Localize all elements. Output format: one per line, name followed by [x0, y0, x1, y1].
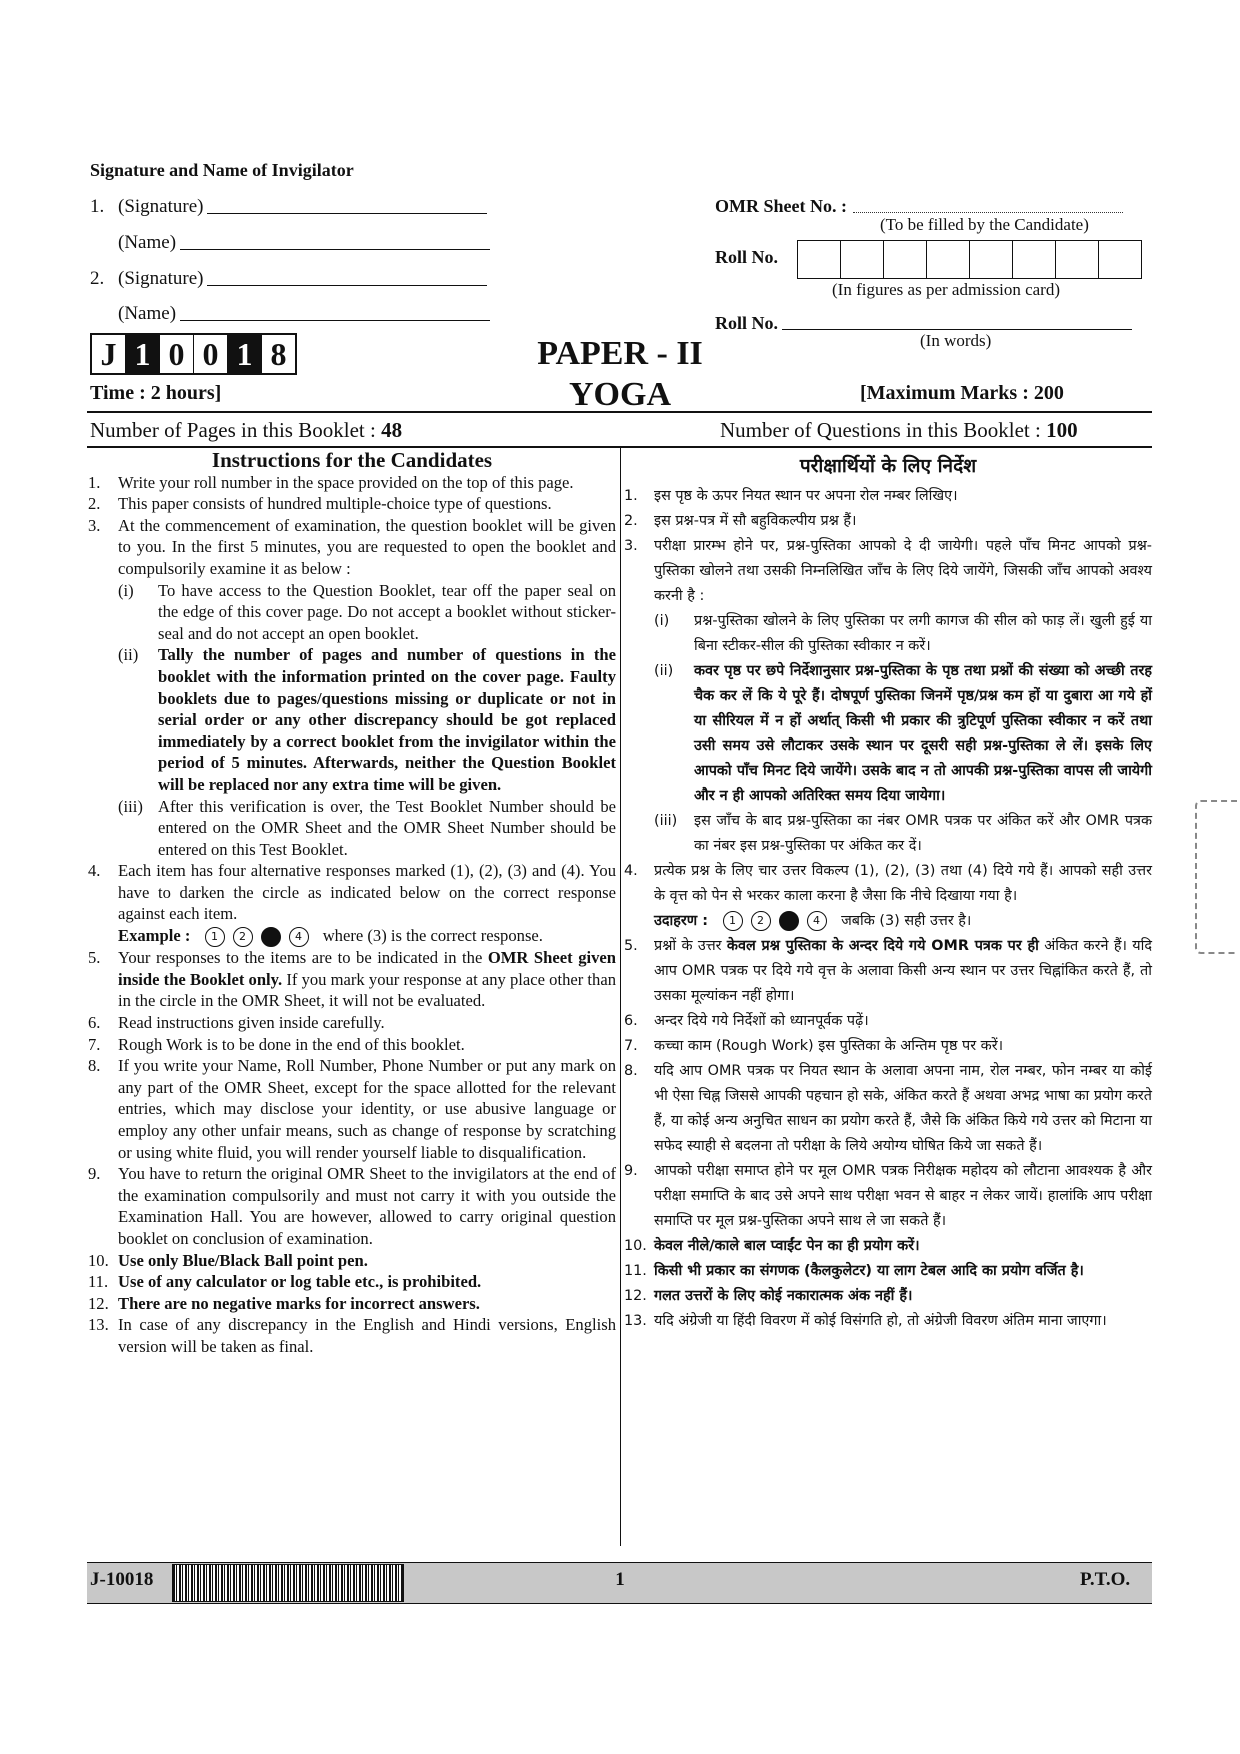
roll-digit-box[interactable] — [970, 241, 1013, 278]
questions-value: 100 — [1046, 418, 1078, 442]
list-sub-item: (i) प्रश्न-पुस्तिका खोलने के लिए पुस्तिका पर लगी कागज की सील को फाड़ लें। खुली हुई या बिना स्टीकर-सील की पुस्तिका स्वीकार न करें। — [654, 613, 1152, 654]
list-item: 4. प्रत्येक प्रश्न के लिए चार उत्तर विकल्प (1), (2), (3) तथा (4) दिये गये हैं। आपको सही उत्तर के वृत्त को पेन से भरकर काला करना है जैसा कि नीचे दिखाया गया है। — [624, 863, 1152, 904]
signature-label: (Signature) — [118, 196, 204, 217]
roll-digit-box[interactable] — [841, 241, 884, 278]
list-item: 10. केवल नीले/काले बाल प्वाईंट पेन का ही प्रयोग करें। — [624, 1238, 920, 1254]
option-circle-icon: 2 — [751, 911, 771, 931]
roll-digit-box[interactable] — [1056, 241, 1099, 278]
pages-value: 48 — [381, 418, 403, 442]
roll-number-label: Roll No. — [715, 247, 778, 267]
roll-digit-box[interactable] — [798, 241, 841, 278]
roll-figures-note: (In figures as per admission card) — [832, 280, 1061, 299]
roll-digit-box[interactable] — [884, 241, 927, 278]
barcode-icon — [172, 1564, 404, 1602]
invigilator-2-name-row — [90, 303, 490, 325]
code-digit: 1 — [126, 335, 160, 373]
time-label: Time : 2 hours] — [90, 382, 222, 404]
pages-info — [90, 418, 402, 443]
list-item: 5. प्रश्नों के उत्तर केवल प्रश्न पुस्तिका के अन्दर दिये गये OMR पत्रक पर ही अंकित करने हैं। यदि आप OMR पत्रक पर दिये गये वृत्त के अलावा किसी अन्य स्थान पर उत्तर चिह्नांकित करते हैं, तो उसका मूल्यांकन नहीं होगा। — [624, 938, 1152, 1004]
roll-words-label: Roll No. — [715, 313, 778, 333]
invigilator-title: Signature and Name of Invigilator — [90, 160, 354, 180]
name-line[interactable] — [180, 320, 490, 321]
example-tail: जबकि (3) सही उत्तर है। — [841, 913, 972, 929]
invigilator-2-signature-row — [90, 268, 487, 290]
list-item: 3. At the commencement of examination, the question booklet will be given to you. In the first 5 minutes, you are requested to open the booklet and compulsorily examine it as below : — [88, 515, 616, 578]
subject-title: YOGA — [569, 376, 671, 413]
list-item: 7. Rough Work is to be done in the end of this booklet. — [88, 1034, 465, 1054]
roll-digit-box[interactable] — [1099, 241, 1141, 278]
list-sub-item: (iii) इस जाँच के बाद प्रश्न-पुस्तिका का नंबर OMR पत्रक पर अंकित करें और OMR पत्रक का नंबर इस प्रश्न-पुस्तिका पर अंकित कर दें। — [654, 813, 1152, 854]
option-circle-icon: 1 — [205, 927, 225, 947]
roll-words-line[interactable] — [782, 329, 1132, 330]
list-item: 1. इस पृष्ठ के ऊपर नियत स्थान पर अपना रोल नम्बर लिखिए। — [624, 488, 958, 504]
divider — [87, 411, 1152, 413]
list-item: 4. Each item has four alternative responses marked (1), (2), (3) and (4). You have to darken the circle as indicated below on the correct response against each item. — [88, 861, 616, 924]
row-number: 1. — [90, 196, 105, 217]
example-row — [624, 909, 1152, 934]
option-circle-icon: 1 — [723, 911, 743, 931]
list-item: 8. If you write your Name, Roll Number, Phone Number or put any mark on any part of the OMR Sheet, except for the space allotted for the relevant entries, which may disclose your identity, or use abusive language or employ any other unfair means, such as change of response by scratching or using white fluid, you will render yourself liable to disqualification. — [88, 1056, 616, 1162]
option-circle-icon: 2 — [233, 927, 253, 947]
roll-words-note: (In words) — [920, 331, 992, 350]
list-item: 12. There are no negative marks for incorrect answers. — [88, 1293, 480, 1313]
list-item: 11. Use of any calculator or log table etc., is prohibited. — [88, 1272, 482, 1292]
list-sub-item: (ii) कवर पृष्ठ पर छपे निर्देशानुसार प्रश्न-पुस्तिका के पृष्ठ तथा प्रश्नों की संख्या को अच्छी तरह चैक कर लें कि ये पूरे हैं। दोषपूर्ण पुस्तिका जिनमें पृष्ठ/प्रश्न कम हों या दुबारा आ गये हों या सीरियल में न हों अर्थात् किसी भी प्रकार की त्रुटिपूर्ण पुस्तिका स्वीकार न करें तथा उसी समय उसे लौटाकर उसके स्थान पर दूसरी सही प्रश्न-पुस्तिका ले लें। इसके लिए आपको पाँच मिनट दिये जायेंगे। उसके बाद न तो आपकी प्रश्न-पुस्तिका वापस ली जायेगी और न ही आपको अतिरिक्त समय दिया जायेगा। — [654, 663, 1152, 804]
hindi-heading: परीक्षार्थियों के लिए निर्देश — [799, 455, 977, 477]
list-item: 8. यदि आप OMR पत्रक पर नियत स्थान के अलावा अपना नाम, रोल नम्बर, फोन नम्बर या कोई भी ऐसा चिह्न जिससे आपकी पहचान हो सके, अंकित करते हैं अथवा अभद्र भाषा का प्रयोग करते हैं, या कोई अन्य अनुचित साधन का प्रयोग करते हैं, जैसे कि अंकित किये गये उत्तर को मिटाना या सफेद स्याही से बदलना तो परीक्षा के लिये अयोग्य घोषित किये जा सकते हैं। — [624, 1063, 1152, 1154]
list-item: 11. किसी भी प्रकार का संगणक (कैलकुलेटर) या लाग टेबल आदि का प्रयोग वर्जित है। — [624, 1263, 1084, 1279]
footer-paper-code: J-10018 — [90, 1569, 154, 1590]
code-digit: 8 — [270, 336, 287, 372]
example-tail: where (3) is the correct response. — [322, 926, 543, 946]
hindi-instructions — [624, 452, 1152, 1334]
paper-code-box — [90, 333, 297, 375]
name-label: (Name) — [118, 303, 177, 324]
roll-digit-box[interactable] — [1013, 241, 1056, 278]
code-digit: 0 — [160, 335, 194, 373]
list-item: 9. You have to return the original OMR Sheet to the invigilators at the end of the examination compulsorily and must not carry it with you outside the Examination Hall. You are however, allowed to carry original question booklet on conclusion of examination. — [88, 1164, 616, 1248]
example-row — [88, 925, 616, 947]
omr-sheet-row — [715, 196, 1123, 217]
signature-line[interactable] — [207, 213, 487, 214]
paper-title: PAPER - II — [537, 335, 703, 372]
pto-label: P.T.O. — [1080, 1569, 1131, 1590]
list-item: 2. This paper consists of hundred multiple-choice type of questions. — [88, 494, 552, 514]
omr-sheet-field[interactable] — [853, 212, 1123, 213]
list-item: 10. Use only Blue/Black Ball point pen. — [88, 1250, 368, 1270]
omr-note: (To be filled by the Candidate) — [880, 215, 1089, 234]
list-item: 13. In case of any discrepancy in the English and Hindi versions, English version will be taken as final. — [88, 1315, 616, 1356]
signature-line[interactable] — [207, 285, 487, 286]
page-number: 1 — [615, 1569, 625, 1590]
option-circle-icon: 4 — [289, 927, 309, 947]
questions-info — [720, 418, 1078, 443]
column-divider — [620, 446, 621, 1546]
cut-mark — [1195, 800, 1237, 954]
code-digit: 1 — [228, 335, 262, 373]
list-sub-item: (i) To have access to the Question Booklet, tear off the paper seal on the edge of this cover page. Do not accept a booklet without sticker-seal and do not accept an open booklet. — [118, 580, 616, 643]
list-item: 9. आपको परीक्षा समाप्त होने पर मूल OMR पत्रक निरीक्षक महोदय को लौटाना आवश्यक है और परीक्षा समाप्ति के बाद उसे अपने साथ परीक्षा भवन से बाहर न लेकर जायें। हालांकि आप परीक्षा समाप्ति पर मूल प्रश्न-पुस्तिका अपने साथ ले जा सकते हैं। — [624, 1163, 1152, 1229]
list-sub-item: (iii) After this verification is over, the Test Booklet Number should be entered on the OMR Sheet and the OMR Sheet Number should be entered on this Test Booklet. — [118, 796, 616, 859]
name-label: (Name) — [118, 232, 177, 253]
questions-label: Number of Questions in this Booklet : — [720, 418, 1047, 442]
list-item: 12. गलत उत्तरों के लिए कोई नकारात्मक अंक नहीं हैं। — [624, 1288, 913, 1304]
max-marks-label: [Maximum Marks : 200 — [860, 382, 1064, 404]
option-circle-icon: 4 — [807, 911, 827, 931]
name-line[interactable] — [180, 249, 490, 250]
list-item: 6. अन्दर दिये गये निर्देशों को ध्यानपूर्वक पढ़ें। — [624, 1013, 869, 1029]
list-sub-item: (ii) Tally the number of pages and number of questions in the booklet with the information printed on the cover page. Faulty booklets due to pages/questions missing or duplicate or not in serial order or any other discrepancy should be got replaced immediately by a correct booklet from the invigilator within the period of 5 minutes. Afterwards, neither the Question Booklet will be replaced nor any extra time will be given. — [118, 645, 616, 794]
code-digit: 0 — [194, 335, 228, 373]
roll-number-boxes[interactable] — [797, 240, 1142, 279]
example-circles — [205, 927, 309, 947]
pages-label: Number of Pages in this Booklet : — [90, 418, 382, 442]
signature-label: (Signature) — [118, 268, 204, 289]
omr-sheet-label: OMR Sheet No. : — [715, 196, 847, 216]
list-item: 5. Your responses to the items are to be indicated in the OMR Sheet given inside the Booklet only. If you mark your response at any place other than in the circle in the OMR Sheet, it will not be evaluated. — [88, 948, 616, 1011]
filled-circle-icon — [261, 927, 281, 947]
list-item: 7. कच्चा काम (Rough Work) इस पुस्तिका के अन्तिम पृष्ठ पर करें। — [624, 1038, 1004, 1054]
list-item: 3. परीक्षा प्रारम्भ होने पर, प्रश्न-पुस्तिका आपको दे दी जायेगी। पहले पाँच मिनट आपको प्रश्न-पुस्तिका खोलने तथा उसकी निम्नलिखित जाँच के लिए दिये जायेंगे, जिसकी जाँच आपको अवश्य करनी है : — [624, 538, 1152, 604]
example-label: Example : — [118, 926, 191, 946]
example-label: उदाहरण : — [654, 913, 708, 929]
english-instructions — [88, 450, 616, 1358]
filled-circle-icon — [779, 911, 799, 931]
code-letter: J — [92, 335, 126, 373]
roll-digit-box[interactable] — [927, 241, 970, 278]
example-circles — [723, 911, 827, 931]
list-item: 6. Read instructions given inside carefully. — [88, 1013, 385, 1033]
list-item: 13. यदि अंग्रेजी या हिंदी विवरण में कोई विसंगति हो, तो अंग्रेजी विवरण अंतिम माना जाएगा। — [624, 1313, 1107, 1329]
english-heading: Instructions for the Candidates — [211, 448, 493, 472]
row-number: 2. — [90, 268, 105, 289]
list-item: 2. इस प्रश्न-पत्र में सौ बहुविकल्पीय प्रश्न हैं। — [624, 513, 857, 529]
invigilator-1-name-row — [90, 232, 490, 254]
list-item: 1. Write your roll number in the space provided on the top of this page. — [88, 472, 574, 492]
invigilator-1-signature-row — [90, 196, 487, 218]
